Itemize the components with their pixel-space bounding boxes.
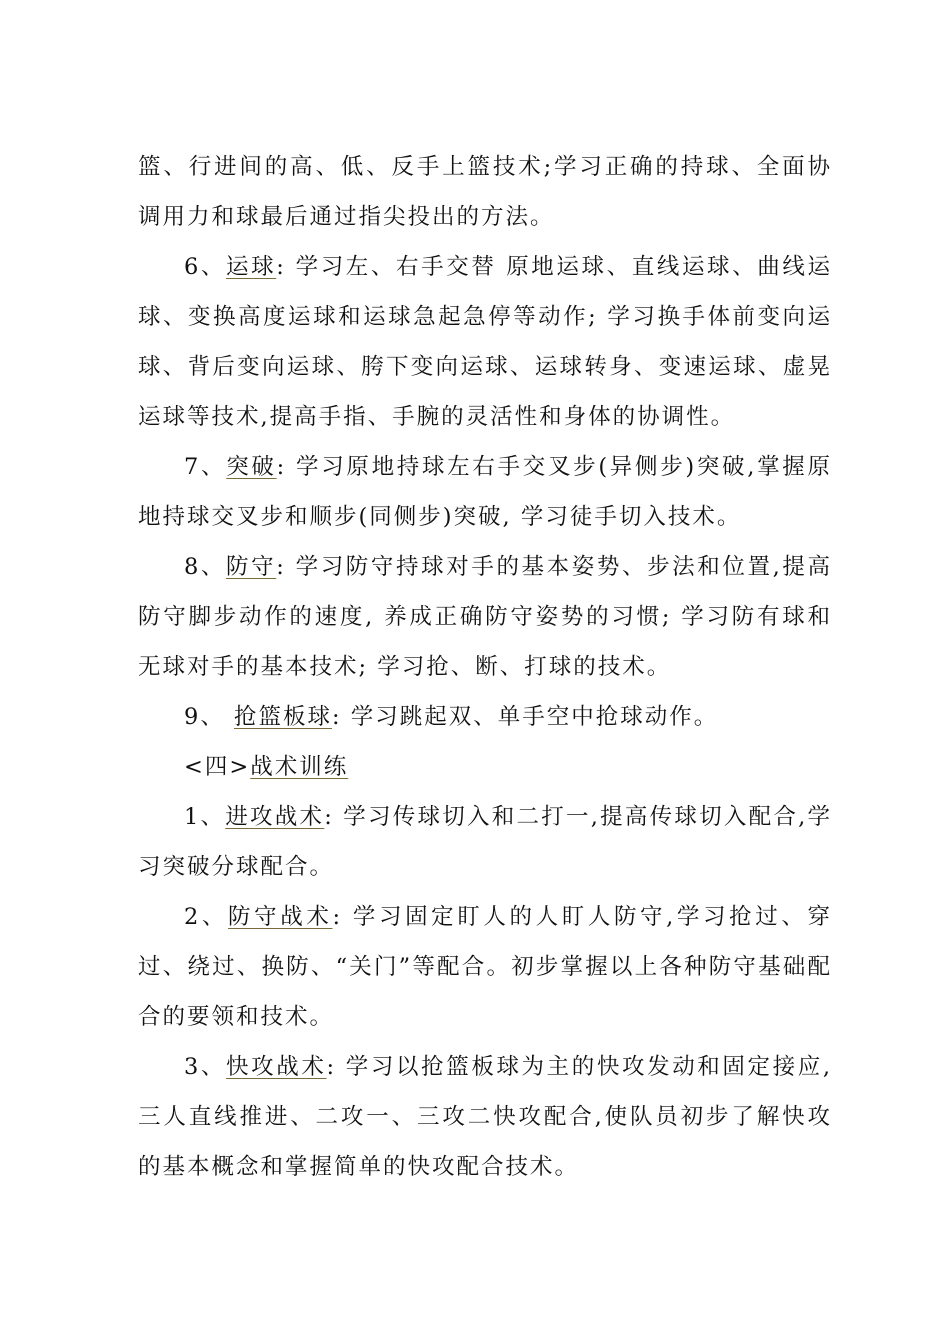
- item-heading: 快攻战术: [226, 1054, 327, 1080]
- item-number: 9、: [184, 704, 234, 730]
- paragraph-dribbling: [138, 242, 832, 442]
- item-heading: 防守战术: [228, 904, 333, 930]
- paragraph-text: : 学习固定盯人的人盯人防守,学习抢过、穿过、绕过、换防、“关门”等配合。初步掌握以上各种防守基础配合的要领和技术。: [138, 904, 832, 1030]
- paragraph-rebounding: [138, 692, 832, 742]
- item-heading: 突破: [226, 454, 277, 480]
- paragraph-text: : 学习原地持球左右手交叉步(异侧步)突破,掌握原地持球交叉步和顺步(同侧步)突破, 学习徒手切入技术。: [138, 454, 832, 530]
- item-heading: 进攻战术: [225, 804, 325, 830]
- paragraph-text: : 学习跳起双、单手空中抢球动作。: [331, 704, 719, 730]
- item-heading: 防守: [226, 554, 277, 580]
- paragraph-defense: [138, 542, 832, 692]
- paragraph-text: : 学习防守持球对手的基本姿势、步法和位置,提高防守脚步动作的速度, 养成正确防守姿势的习惯; 学习防有球和无球对手的基本技术; 学习抢、断、打球的技术。: [138, 554, 832, 680]
- paragraph-defense-tactics: [138, 892, 832, 1042]
- paragraph-text: : 学习左、右手交替 原地运球、直线运球、曲线运球、变换高度运球和运球急起急停等动作; 学习换手体前变向运球、背后变向运球、胯下变向运球、运球转身、变速运球、虚晃运球等技术,提高手指、手腕的灵活性和身体的协调性。: [138, 254, 832, 430]
- section-number: <四>: [184, 754, 251, 780]
- item-number: 3、: [184, 1054, 227, 1080]
- paragraph-shooting-continued: [138, 142, 832, 242]
- item-number: 6、: [184, 254, 227, 280]
- item-heading: 运球: [226, 254, 277, 280]
- paragraph-fastbreak-tactics: [138, 1042, 832, 1192]
- item-number: 7、: [184, 454, 227, 480]
- paragraph-text: 篮、行进间的高、低、反手上篮技术;学习正确的持球、全面协调用力和球最后通过指尖投出的方法。: [138, 154, 832, 230]
- section-heading-tactics: [138, 742, 832, 792]
- paragraph-text: : 学习以抢篮板球为主的快攻发动和固定接应, 三人直线推进、二攻一、三攻二快攻配合,使队员初步了解快攻的基本概念和掌握简单的快攻配合技术。: [138, 1054, 832, 1180]
- document-page: [138, 142, 832, 1192]
- item-heading: 抢篮板球: [233, 704, 332, 730]
- item-number: 8、: [184, 554, 227, 580]
- paragraph-breakthrough: [138, 442, 832, 542]
- item-number: 2、: [184, 904, 229, 930]
- paragraph-offense-tactics: [138, 792, 832, 892]
- section-title: 战术训练: [250, 754, 349, 780]
- item-number: 1、: [184, 804, 226, 830]
- paragraph-text: : 学习传球切入和二打一,提高传球切入配合,学习突破分球配合。: [138, 804, 832, 880]
